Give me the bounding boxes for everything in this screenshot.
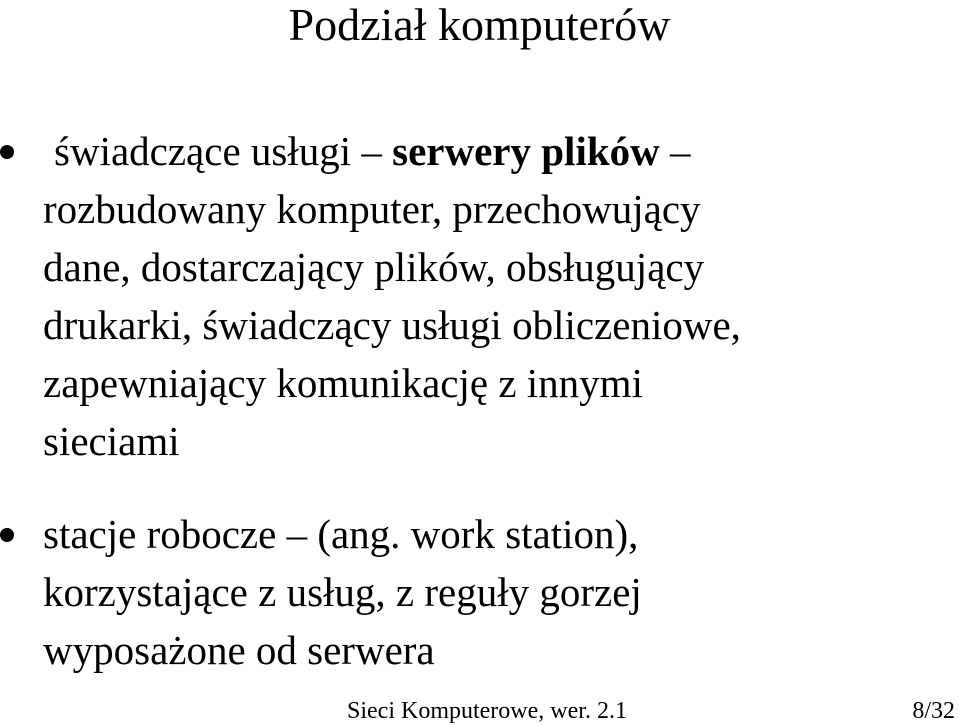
slide-title: Podział komputerów: [288, 0, 671, 50]
bullet-line-dash: –: [659, 128, 691, 174]
bullet-line: wyposażone od serwera: [43, 627, 435, 673]
footer-page-number: 8/32: [912, 698, 955, 724]
bullet-line: stacje robocze – (ang. work station),: [43, 511, 639, 557]
bullet-text: [43, 122, 943, 470]
bullet-dot-icon: [0, 145, 14, 159]
bullet-line: sieciami: [43, 418, 180, 464]
bullet-line-bold-term: serwery plików: [392, 128, 660, 174]
bullet-line: korzystające z usług, z reguły gorzej: [43, 569, 642, 615]
bullet-line: [43, 122, 943, 180]
bullet-text: [43, 505, 943, 679]
bullet-line: rozbudowany komputer, przechowujący: [43, 186, 701, 232]
footer-course-title: Sieci Komputerowe, wer. 2.1: [347, 698, 627, 724]
bullet-line: drukarki, świadczący usługi obliczeniowe,: [43, 302, 741, 348]
bullet-line: dane, dostarczający plików, obsługujący: [43, 244, 705, 290]
bullet-line: zapewniający komunikację z innymi: [43, 360, 643, 406]
bullet-dot-icon: [0, 528, 14, 542]
bullet-line-intro: świadczące usługi –: [54, 128, 393, 174]
